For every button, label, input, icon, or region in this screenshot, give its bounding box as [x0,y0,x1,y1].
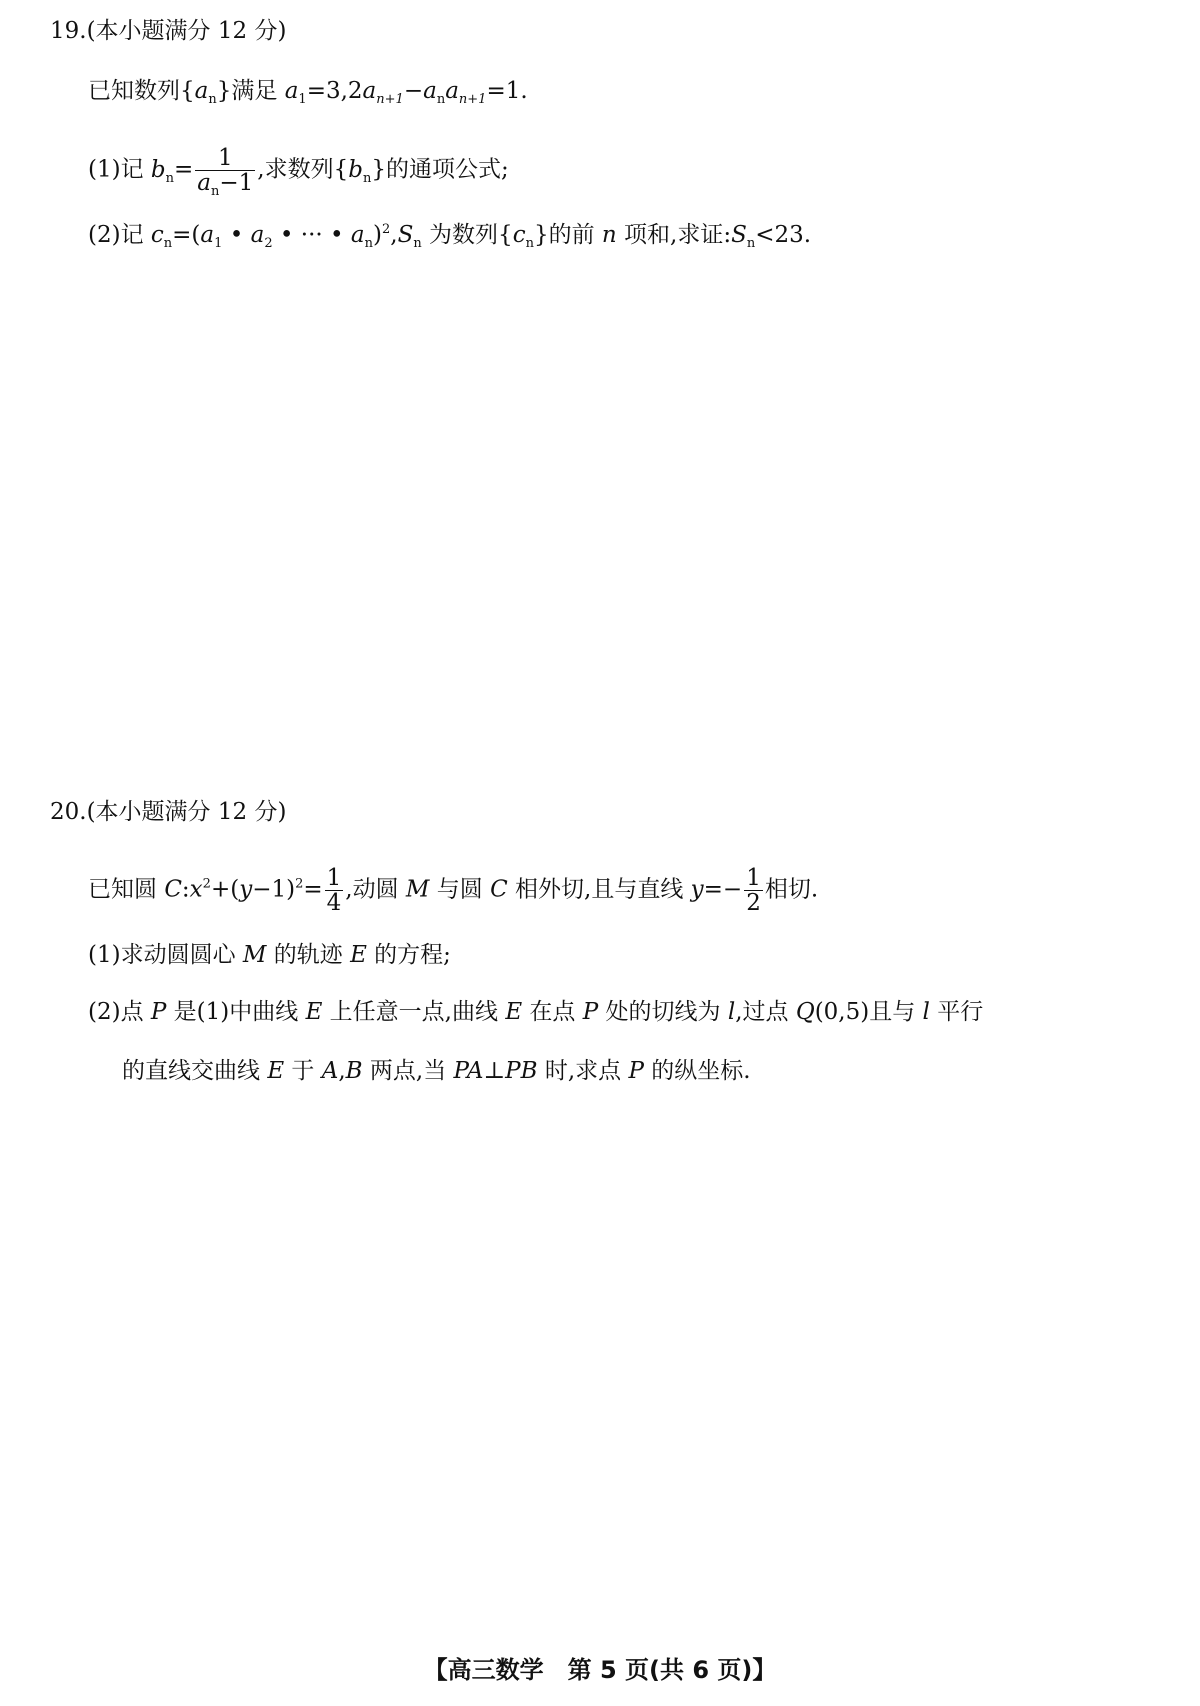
q19-header: 19.(本小题满分 12 分) [50,18,287,44]
q20-part2-continued: 的直线交曲线 E 于 A,B 两点,当 PA⊥PB 时,求点 P 的纵坐标. [122,1058,751,1084]
q20-stem: 已知圆 $C:x^2+(y-1)^2=$ $\frac{1}{4}$ ,动圆 M 与圆 C 相外切,且与直线 y=− $\frac{1}{2}$ 相切. [88,865,819,916]
q19-part1: (1)记 $b_n=$ $\frac{1}{a_n-1}$ ,求数列$\{b_n\}$的通项公式; [88,145,509,199]
fraction-one-quarter: $\frac{1}{4}$ [326,865,342,916]
fraction-one-half: $\frac{1}{2}$ [746,865,761,916]
q20-header: 20.(本小题满分 12 分) [50,799,287,825]
q20-part2: (2)点 P 是(1)中曲线 E 上任意一点,曲线 E 在点 P 处的切线为 l,过点 Q(0,5)且与 l 平行 [88,999,984,1025]
page-footer: 【高三数学 第 5 页(共 6 页)】 [423,1656,777,1684]
q19-part2: (2)记 $c_n=(a_1$ • $a_2$ • ··· • $a_n)^2,S_n$ 为数列$\{c_n\}$的前 n 项和,求证$:S_n<23$. [88,222,812,251]
q19-stem: 已知数列$\{a_n\}$满足 $a_1=3,2a_{n+1}-a_na_{n+1}=1$. [88,78,528,107]
fraction-b-n: $\frac{1}{a_n-1}$ [197,145,254,199]
q20-part1: (1)求动圆圆心 M 的轨迹 E 的方程; [88,942,451,968]
